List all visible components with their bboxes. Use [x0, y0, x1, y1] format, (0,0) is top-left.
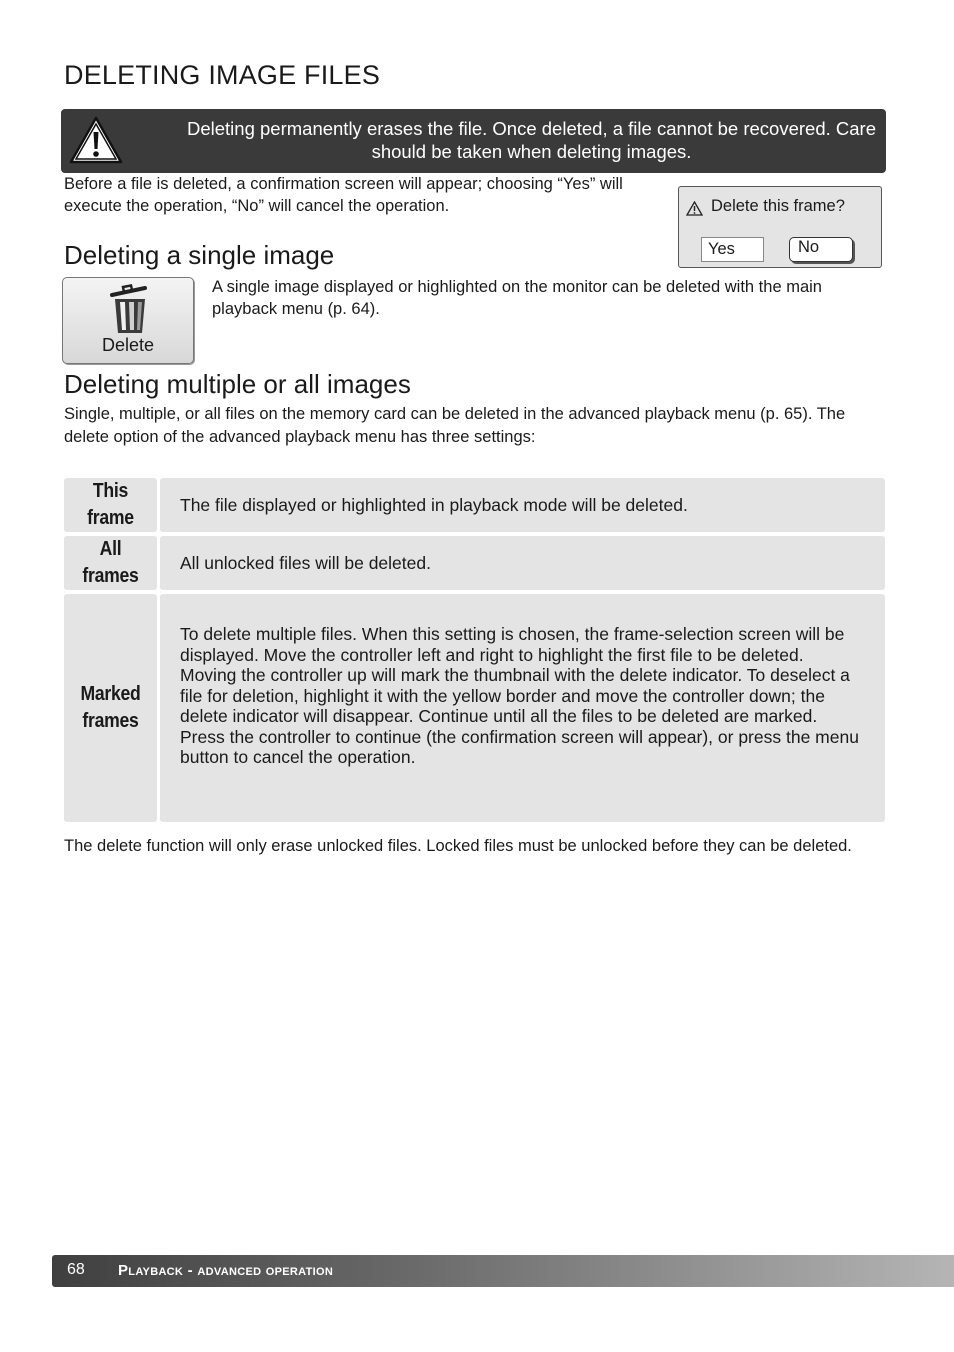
- yes-button[interactable]: Yes: [701, 237, 764, 262]
- setting-desc-this-frame: The file displayed or highlighted in playback mode will be deleted.: [160, 478, 885, 532]
- multiple-images-paragraph: Single, multiple, or all files on the memory card can be deleted in the advanced playback menu (p. 65). The delete option of the advanced playback menu has three settings:: [64, 405, 846, 446]
- page-title: DELETING IMAGE FILES: [64, 60, 381, 90]
- delete-button-label: Delete: [101, 335, 155, 355]
- delete-button[interactable]: [62, 277, 194, 364]
- no-button[interactable]: No: [789, 237, 853, 262]
- single-image-heading: Deleting a single image: [64, 240, 335, 270]
- section-title: Playback - advanced operation: [118, 1262, 334, 1279]
- warning-text: Deleting permanently erases the file. Once deleted, a file cannot be recovered. Care should be taken when deleting images.: [186, 118, 876, 162]
- outro-paragraph: The delete function will only erase unlocked files. Locked files must be unlocked before they can be deleted.: [64, 837, 852, 855]
- page-footer: [52, 1255, 954, 1287]
- setting-desc-marked-frames: To delete multiple files. When this setting is chosen, the frame-selection screen will be displayed. Move the controller left and right to highlight the first file to be deleted. Moving the controller up will mark the thumbnail with the delete indicator. To deselect a file for deletion, highlight it with the yellow border and move the controller down; the delete indicator will disappear. Continue until all the files to be deleted are marked. Press the controller to continue (the confirmation screen will appear), or press the menu button to cancel the operation.: [160, 594, 885, 822]
- setting-desc-all-frames: All unlocked files will be deleted.: [160, 536, 885, 590]
- confirmation-dialog: [678, 186, 882, 268]
- dialog-prompt: Delete this frame?: [711, 197, 845, 215]
- setting-label-this-frame: This frame: [64, 478, 157, 532]
- single-image-paragraph: A single image displayed or highlighted on the monitor can be deleted with the main playback menu (p. 64).: [212, 278, 822, 318]
- trash-can-icon: [107, 283, 153, 335]
- setting-label-marked-frames: Marked frames: [64, 594, 157, 822]
- warning-triangle-icon: [68, 114, 124, 166]
- setting-label-all-frames: All frames: [64, 536, 157, 590]
- warning-banner: [61, 109, 886, 173]
- intro-paragraph: Before a file is deleted, a confirmation screen will appear; choosing “Yes” will execute the operation, “No” will cancel the operation.: [64, 175, 623, 215]
- page-number: 68: [67, 1261, 85, 1278]
- warning-icon: [686, 201, 703, 216]
- multiple-images-heading: Deleting multiple or all images: [64, 369, 411, 399]
